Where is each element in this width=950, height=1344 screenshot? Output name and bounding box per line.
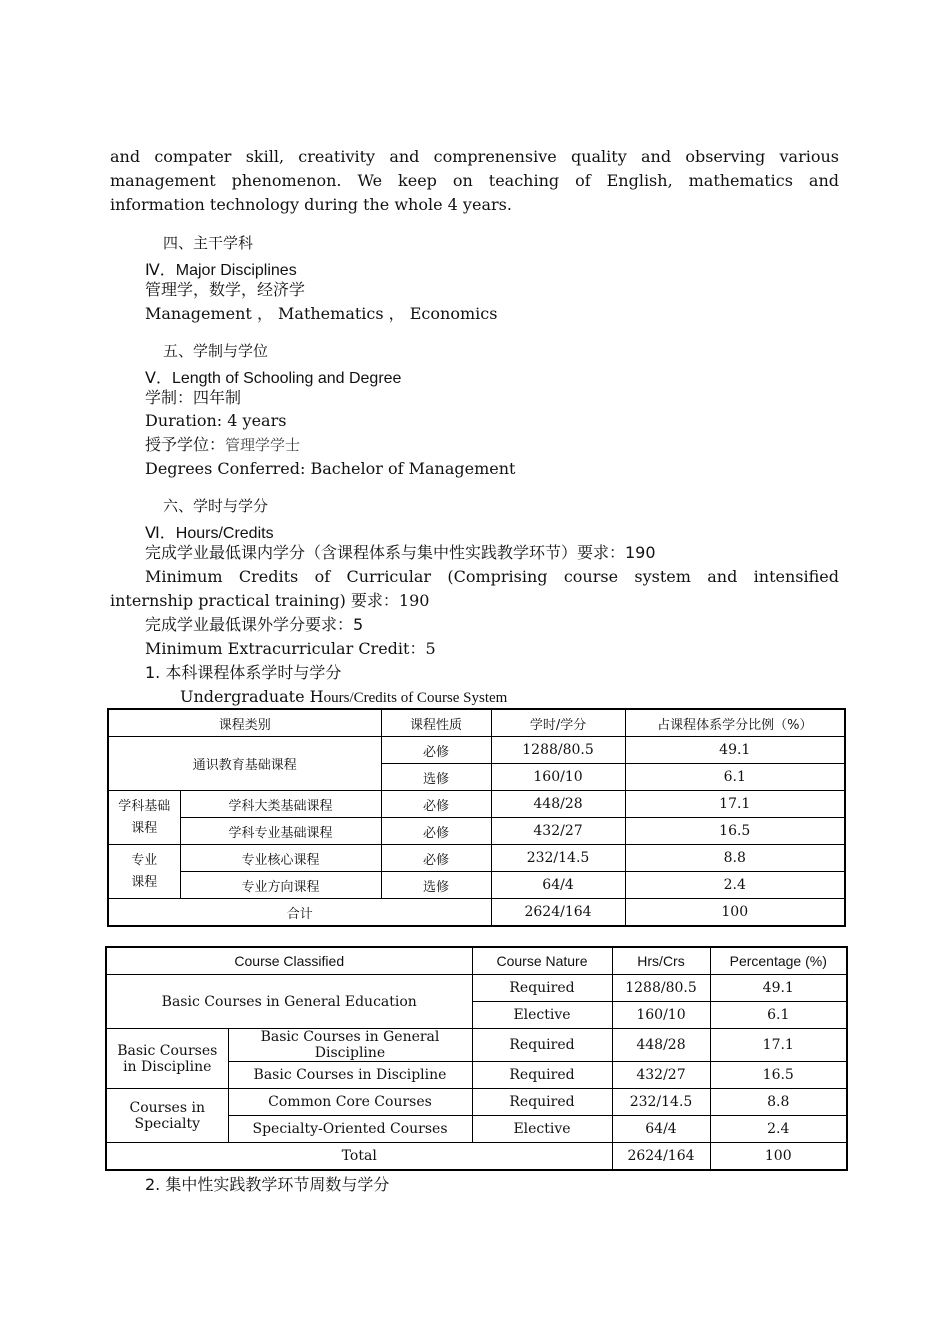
hours-cell: 64/4 xyxy=(612,1116,710,1143)
nature-cell: Elective xyxy=(472,1116,612,1143)
section4-heading-cn: 四、主干学科 xyxy=(163,234,254,252)
total-label-cell: 合计 xyxy=(108,899,491,927)
discipline-group-cell: 学科基础课程 xyxy=(108,791,180,845)
table-row xyxy=(108,845,845,872)
hours-cell: 64/4 xyxy=(491,872,625,899)
nature-cell: Required xyxy=(472,1062,612,1089)
total-pct-cell: 100 xyxy=(710,1143,847,1171)
hours-cell: 160/10 xyxy=(612,1002,710,1029)
total-hours-cell: 2624/164 xyxy=(491,899,625,927)
min-credits-en xyxy=(110,565,839,613)
nature-cell: 必修 xyxy=(381,845,491,872)
degree-cn-label: 授予学位： xyxy=(145,435,226,454)
hours-cell: 448/28 xyxy=(491,791,625,818)
section5-degree-en: Degrees Conferred: Bachelor of Management xyxy=(145,459,516,478)
pct-cell: 8.8 xyxy=(710,1089,847,1116)
section4-content-cn: 管理学，数学，经济学 xyxy=(145,280,306,299)
pct-cell: 16.5 xyxy=(710,1062,847,1089)
general-education-cell: Basic Courses in General Education xyxy=(106,975,472,1029)
course-name-cell: Basic Courses in General Discipline xyxy=(228,1029,472,1062)
header-category: Course Classified xyxy=(106,947,472,975)
section5-duration-en: Duration: 4 years xyxy=(145,411,287,430)
table-row xyxy=(108,791,845,818)
pct-cell: 49.1 xyxy=(710,975,847,1002)
section5-heading-cn: 五、学制与学位 xyxy=(163,342,269,360)
item1-heading-en-a: Undergraduate H xyxy=(180,687,324,706)
header-percentage: 占课程体系学分比例（%） xyxy=(625,709,845,737)
pct-cell: 6.1 xyxy=(625,764,845,791)
course-name-cell: Specialty-Oriented Courses xyxy=(228,1116,472,1143)
specialty-group-cell: 专业课程 xyxy=(108,845,180,899)
header-category: 课程类别 xyxy=(108,709,381,737)
section6-heading-en: Ⅵ．Hours/Credits xyxy=(145,525,274,542)
section5-degree-cn xyxy=(145,435,300,456)
total-pct-cell: 100 xyxy=(625,899,845,927)
table-row xyxy=(108,818,845,845)
nature-cell: 必修 xyxy=(381,818,491,845)
item1-heading-en-b: ours/Credits of Course System xyxy=(323,690,508,706)
intro-paragraph xyxy=(110,145,839,217)
hours-cell: 432/27 xyxy=(612,1062,710,1089)
discipline-group-cell: Basic Courses in Discipline xyxy=(106,1029,228,1089)
table-total-row xyxy=(108,899,845,927)
course-name-cell: 学科专业基础课程 xyxy=(180,818,381,845)
header-percentage: Percentage (%) xyxy=(710,947,847,975)
section5-heading-en: Ⅴ．Length of Schooling and Degree xyxy=(145,370,402,387)
min-credits-en-line1: Minimum Credits of Curricular (Comprising course system and intensified xyxy=(145,567,839,586)
extra-credits-cn: 完成学业最低课外学分要求：5 xyxy=(145,615,364,634)
hours-cell: 232/14.5 xyxy=(612,1089,710,1116)
min-credits-en-line2: internship practical training) 要求：190 xyxy=(110,591,430,610)
nature-cell: Required xyxy=(472,1089,612,1116)
hours-cell: 1288/80.5 xyxy=(491,737,625,764)
nature-cell: Required xyxy=(472,1029,612,1062)
nature-cell: 选修 xyxy=(381,872,491,899)
pct-cell: 6.1 xyxy=(710,1002,847,1029)
pct-cell: 49.1 xyxy=(625,737,845,764)
course-name-cell: 专业方向课程 xyxy=(180,872,381,899)
table-total-row xyxy=(106,1143,847,1171)
extra-credits-en: Minimum Extracurricular Credit：5 xyxy=(145,639,436,658)
table-row xyxy=(106,975,847,1002)
section4-heading-en: Ⅳ．Major Disciplines xyxy=(145,262,297,279)
degree-cn-value: 管理学学士 xyxy=(225,436,301,454)
pct-cell: 8.8 xyxy=(625,845,845,872)
hours-cell: 448/28 xyxy=(612,1029,710,1062)
general-education-cell: 通识教育基础课程 xyxy=(108,737,381,791)
header-nature: Course Nature xyxy=(472,947,612,975)
header-hours: 学时/学分 xyxy=(491,709,625,737)
course-name-cell: Basic Courses in Discipline xyxy=(228,1062,472,1089)
intro-text: and compater skill, creativity and comprenensive quality and observing various management phenomenon. We keep on teaching of English, mathematics and information technology during the whole 4 years. xyxy=(110,147,839,214)
course-hours-table-cn xyxy=(107,708,846,927)
course-name-cell: 专业核心课程 xyxy=(180,845,381,872)
hours-cell: 432/27 xyxy=(491,818,625,845)
table-row xyxy=(106,1029,847,1062)
min-credits-cn: 完成学业最低课内学分（含课程体系与集中性实践教学环节）要求：190 xyxy=(145,543,656,562)
table-header-row xyxy=(106,947,847,975)
section6-heading-cn: 六、学时与学分 xyxy=(163,497,269,515)
pct-cell: 17.1 xyxy=(710,1029,847,1062)
table-header-row xyxy=(108,709,845,737)
total-label-cell: Total xyxy=(106,1143,612,1171)
total-hours-cell: 2624/164 xyxy=(612,1143,710,1171)
table-row xyxy=(108,737,845,764)
pct-cell: 17.1 xyxy=(625,791,845,818)
course-name-cell: Common Core Courses xyxy=(228,1089,472,1116)
nature-cell: 必修 xyxy=(381,737,491,764)
item1-heading-en xyxy=(180,687,507,707)
section5-duration-cn: 学制：四年制 xyxy=(145,388,242,407)
pct-cell: 2.4 xyxy=(710,1116,847,1143)
pct-cell: 16.5 xyxy=(625,818,845,845)
hours-cell: 232/14.5 xyxy=(491,845,625,872)
course-name-cell: 学科大类基础课程 xyxy=(180,791,381,818)
item1-heading-cn: 1. 本科课程体系学时与学分 xyxy=(145,663,342,682)
course-hours-table-en xyxy=(105,946,848,1171)
table-row xyxy=(106,1089,847,1116)
header-nature: 课程性质 xyxy=(381,709,491,737)
nature-cell: Required xyxy=(472,975,612,1002)
specialty-group-cell: Courses in Specialty xyxy=(106,1089,228,1143)
section4-content-en: Management ， Mathematics ， Economics xyxy=(145,304,498,323)
nature-cell: 必修 xyxy=(381,791,491,818)
item2-heading-cn: 2. 集中性实践教学环节周数与学分 xyxy=(145,1175,390,1194)
hours-cell: 160/10 xyxy=(491,764,625,791)
hours-cell: 1288/80.5 xyxy=(612,975,710,1002)
nature-cell: Elective xyxy=(472,1002,612,1029)
nature-cell: 选修 xyxy=(381,764,491,791)
pct-cell: 2.4 xyxy=(625,872,845,899)
table-row xyxy=(108,872,845,899)
header-hours: Hrs/Crs xyxy=(612,947,710,975)
